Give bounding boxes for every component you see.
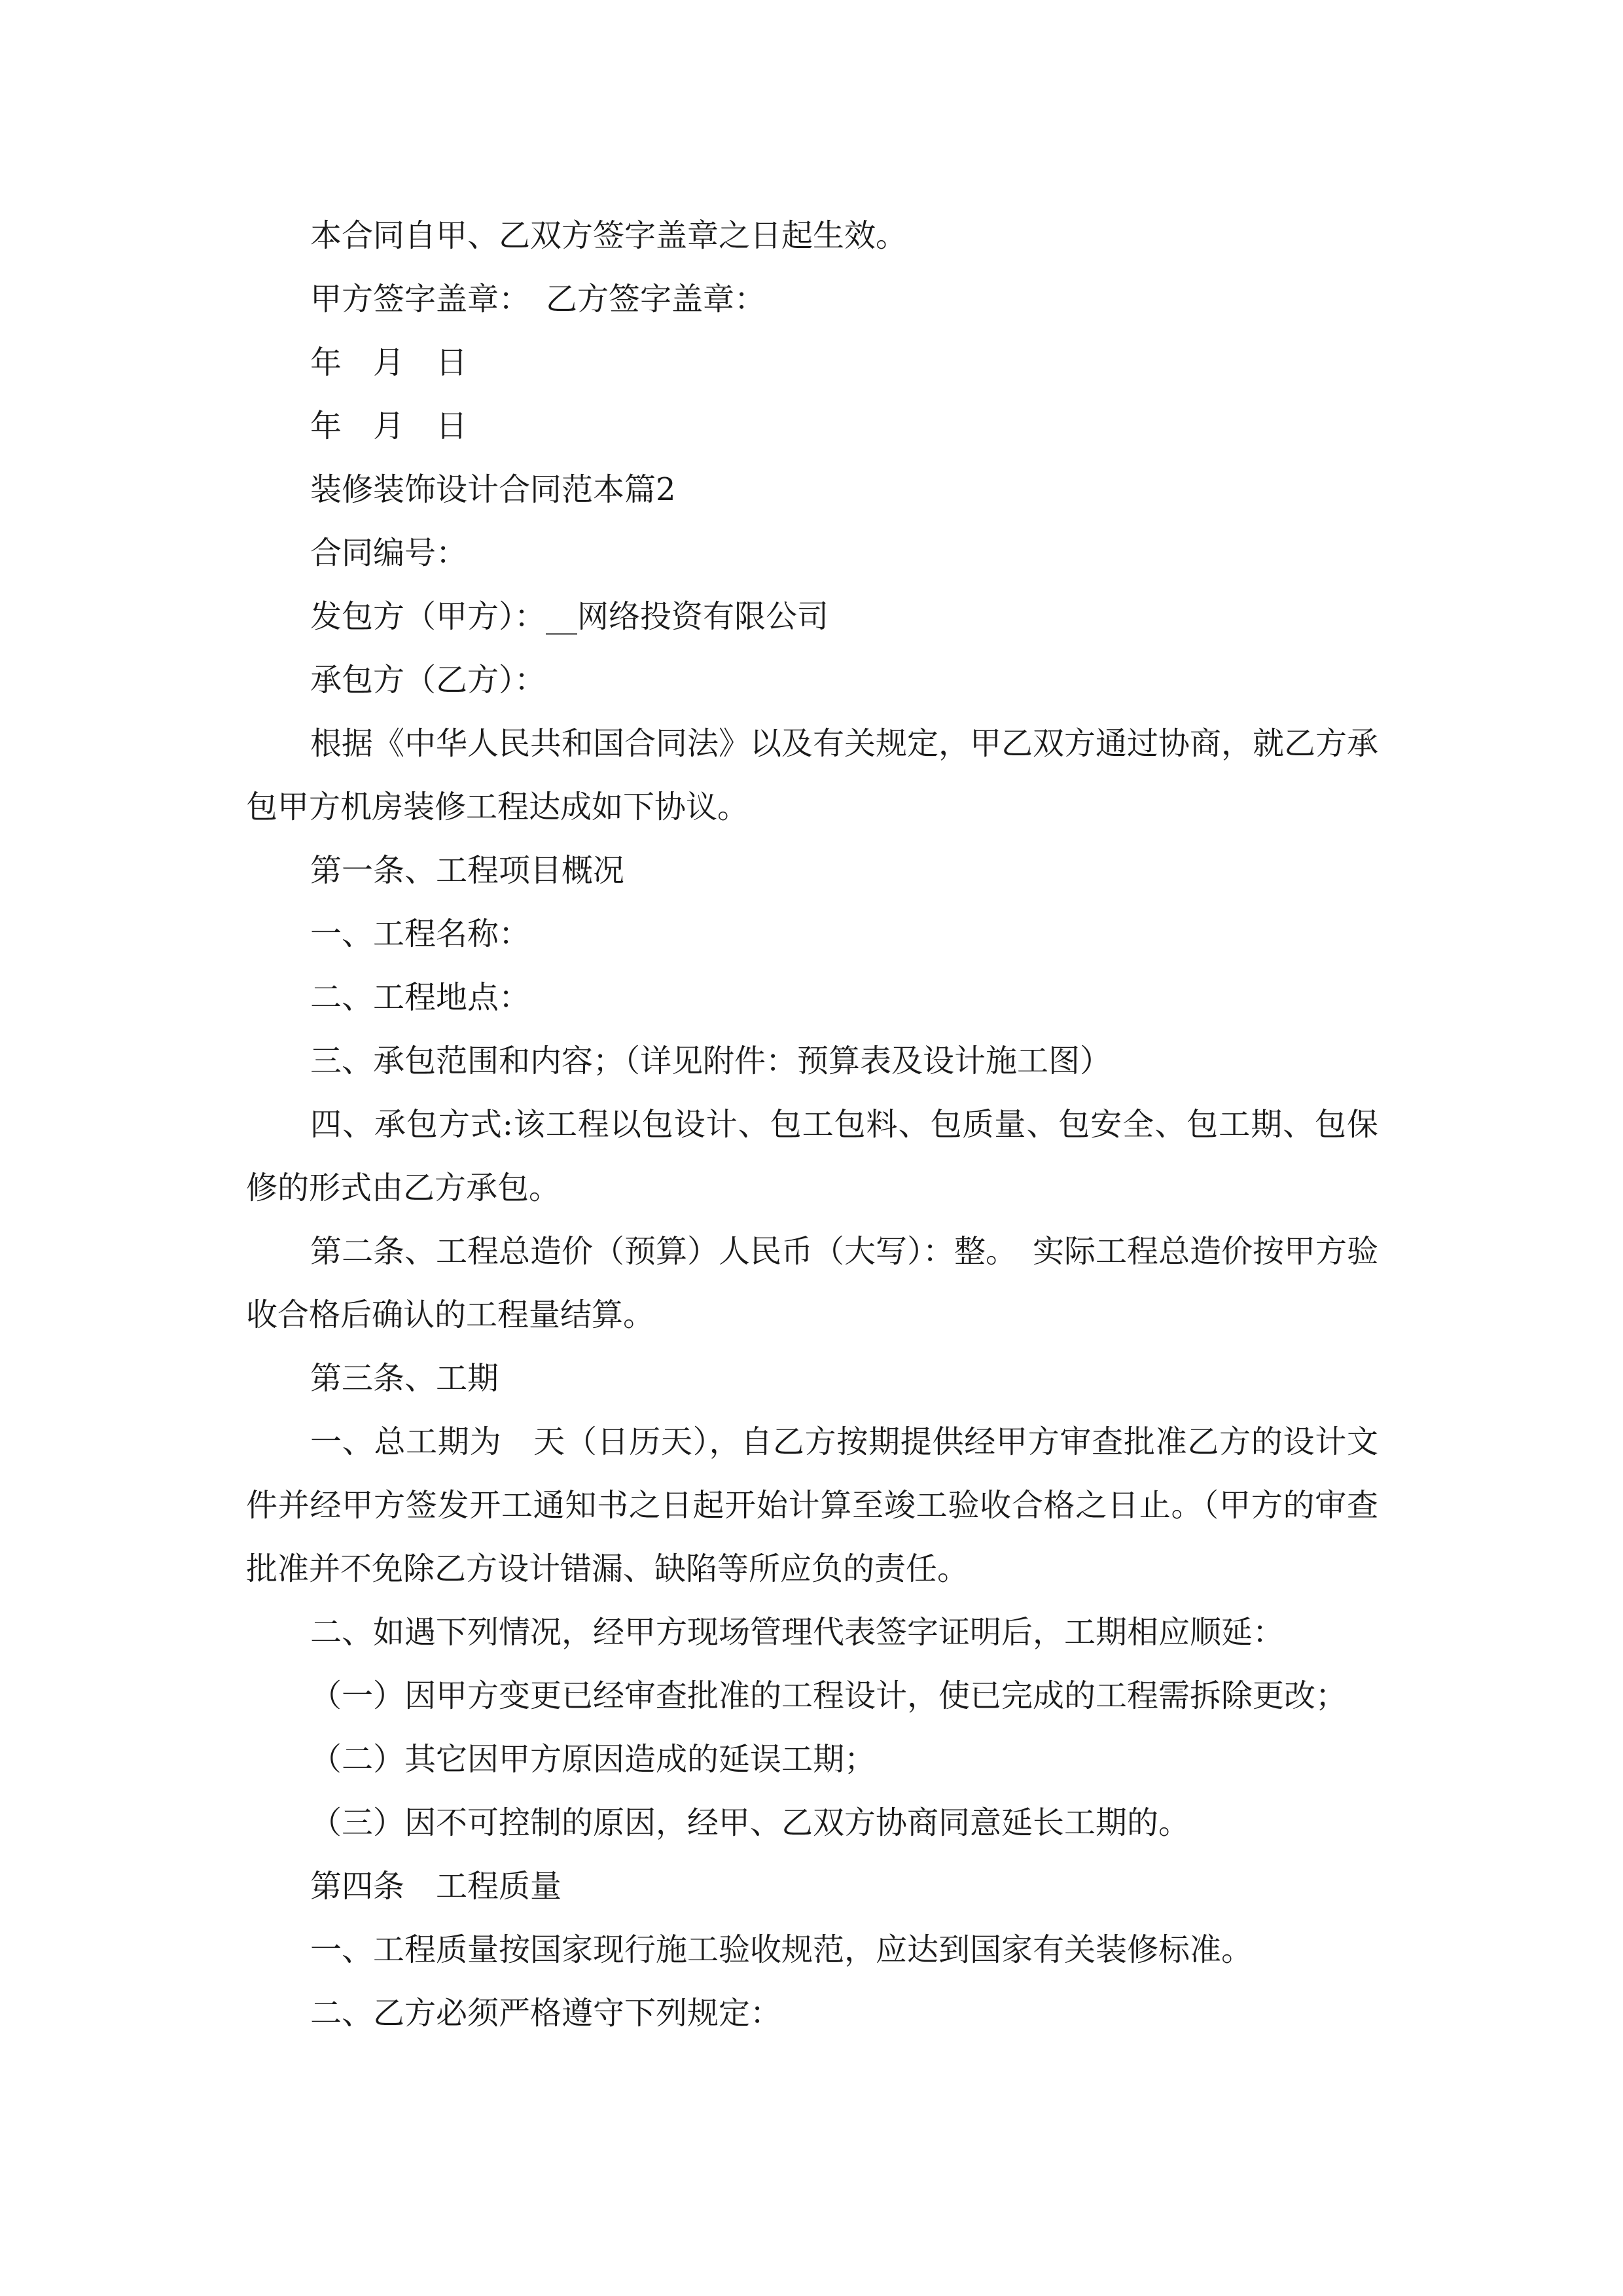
effective-clause: 本合同自甲、乙双方签字盖章之日起生效。 xyxy=(310,217,908,254)
article-3-subitem-1: （一）因甲方变更已经审查批准的工程设计，使已完成的工程需拆除更改； xyxy=(310,1677,1347,1714)
party-a: 发包方（甲方）：__网络投资有限公司 xyxy=(310,598,829,635)
document-body xyxy=(246,204,1378,2045)
preamble: 根据《中华人民共和国合同法》以及有关规定，甲乙双方通过协商，就乙方承包甲方机房装修工程达成如下协议。 xyxy=(246,725,1379,825)
party-b: 承包方（乙方）： xyxy=(310,662,546,698)
signature-line: 甲方签字盖章： 乙方签字盖章： xyxy=(310,281,766,317)
article-3-subitem-3: （三）因不可控制的原因，经甲、乙双方协商同意延长工期的。 xyxy=(310,1804,1190,1841)
date-line-party-b: 年 月 日 xyxy=(310,408,468,444)
date-line-party-a: 年 月 日 xyxy=(310,344,468,381)
article-3-item-2: 二、如遇下列情况，经甲方现场管理代表签字证明后，工期相应顺延： xyxy=(310,1614,1285,1651)
article-1-item-3: 三、承包范围和内容；（详见附件：预算表及设计施工图） xyxy=(310,1043,1112,1079)
section-title: 装修装饰设计合同范本篇2 xyxy=(310,471,676,508)
article-4-item-2: 二、乙方必须严格遵守下列规定： xyxy=(310,1995,782,2032)
article-1-item-1: 一、工程名称： xyxy=(310,916,531,952)
article-1-item-4: 四、承包方式:该工程以包设计、包工包料、包质量、包安全、包工期、包保修的形式由乙方承包。 xyxy=(246,1106,1378,1206)
article-3-subitem-2: （二）其它因甲方原因造成的延误工期； xyxy=(310,1741,876,1778)
article-1-heading: 第一条、工程项目概况 xyxy=(310,852,625,889)
article-4-item-1: 一、工程质量按国家现行施工验收规范，应达到国家有关装修标准。 xyxy=(310,1931,1253,1968)
article-3-heading: 第三条、工期 xyxy=(310,1360,499,1397)
article-1-item-2: 二、工程地点： xyxy=(310,979,531,1016)
article-2: 第二条、工程总造价（预算）人民币（大写）：整。 实际工程总造价按甲方验收合格后确认的工程量结算。 xyxy=(246,1233,1379,1333)
article-3-item-1: 一、总工期为 天（日历天），自乙方按期提供经甲方审查批准乙方的设计文件并经甲方签发开工通知书之日起开始计算至竣工验收合格之日止。（甲方的审查批准并不免除乙方设计错漏、缺陷等所应负的责任。 xyxy=(246,1424,1378,1587)
article-4-heading: 第四条 工程质量 xyxy=(310,1868,562,1905)
contract-number: 合同编号： xyxy=(310,535,468,571)
